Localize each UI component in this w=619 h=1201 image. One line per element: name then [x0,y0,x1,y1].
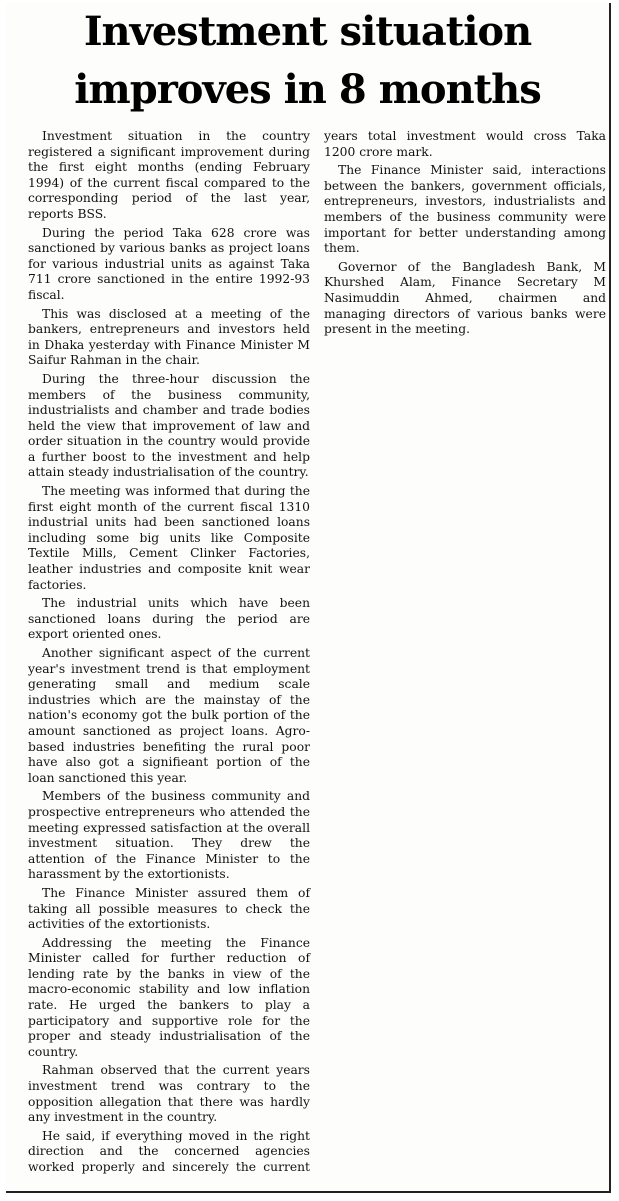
paragraph: The meeting was informed that during the first eight month of the current fiscal 1310 industrial units had been sanctioned loans including some big units like Composite Textile Mills, Cement Clinker Factories, leather industries and composite knit wear factories. [28,484,310,592]
paragraph: Investment situation in the country registered a significant improvement during the first eight months (ending February 1994) of the current fiscal compared to the corresponding period of the last year, reports BSS. [28,129,310,221]
paragraph: This was disclosed at a meeting of the bankers, entrepreneurs and investors held in Dhaka yesterday with Finance Minister M Saifur Rahman in the chair. [28,306,310,368]
newspaper-clipping [6,3,611,1193]
paragraph: Another significant aspect of the current year's investment trend is that employment generating small and medium scale industries which are the mainstay of the nation's economy got the bulk portion of the amount sanctioned as project loans. Agro-based industries benefiting the rural poor have also got a signifieant portion of the loan sanctioned this year. [28,646,310,785]
paragraph: Governor of the Bangladesh Bank, M Khurshed Alam, Finance Secretary M Nasimuddin Ahmed, chairmen and managing directors of various banks were present in the meeting. [324,259,606,337]
paragraph: Members of the business community and prospective entrepreneurs who attended the meeting expressed satisfaction at the overall investment situation. They drew the attention of the Finance Minister to the harassment by the extortionists. [28,789,310,882]
headline-line-1: Investment situation [83,8,532,55]
paragraph: The Finance Minister said, interactions between the bankers, government officials, entrepreneurs, investors, industrialists and members of the business community were important for better understanding among them. [324,163,606,256]
headline-line-2: improves in 8 months [74,66,541,113]
article-body [28,129,606,1187]
paragraph: Rahman observed that the current years investment trend was contrary to the opposition allegation that there was hardly any investment in the country. [28,1063,310,1125]
headline [6,3,609,119]
paragraph: The industrial units which have been sanctioned loans during the period are export oriented ones. [28,596,310,642]
paragraph: The Finance Minister assured them of taking all possible measures to check the activities of the extortionists. [28,885,310,932]
paragraph: During the period Taka 628 crore was sanctioned by various banks as project loans for various industrial units as against Taka 711 crore sanctioned in the entire 1992-93 fiscal. [28,225,310,302]
paragraph: Addressing the meeting the Finance Minister called for further reduction of lending rate by the banks in view of the macro-economic stability and low inflation rate. He urged the bankers to play a participatory and supportive role for the proper and steady industrialisation of the country. [28,935,310,1059]
paragraph: He said, if everything moved in the right direction and the concerned agencies worked properly and sincerely the current years total investment would cross Taka 1200 crore mark. [28,129,606,1174]
paragraph: During the three-hour discussion the members of the business community, industrialists and chamber and trade bodies held the view that improvement of law and order situation in the country would provide a further boost to the investment and help attain steady industrialisation of the country. [28,371,310,480]
